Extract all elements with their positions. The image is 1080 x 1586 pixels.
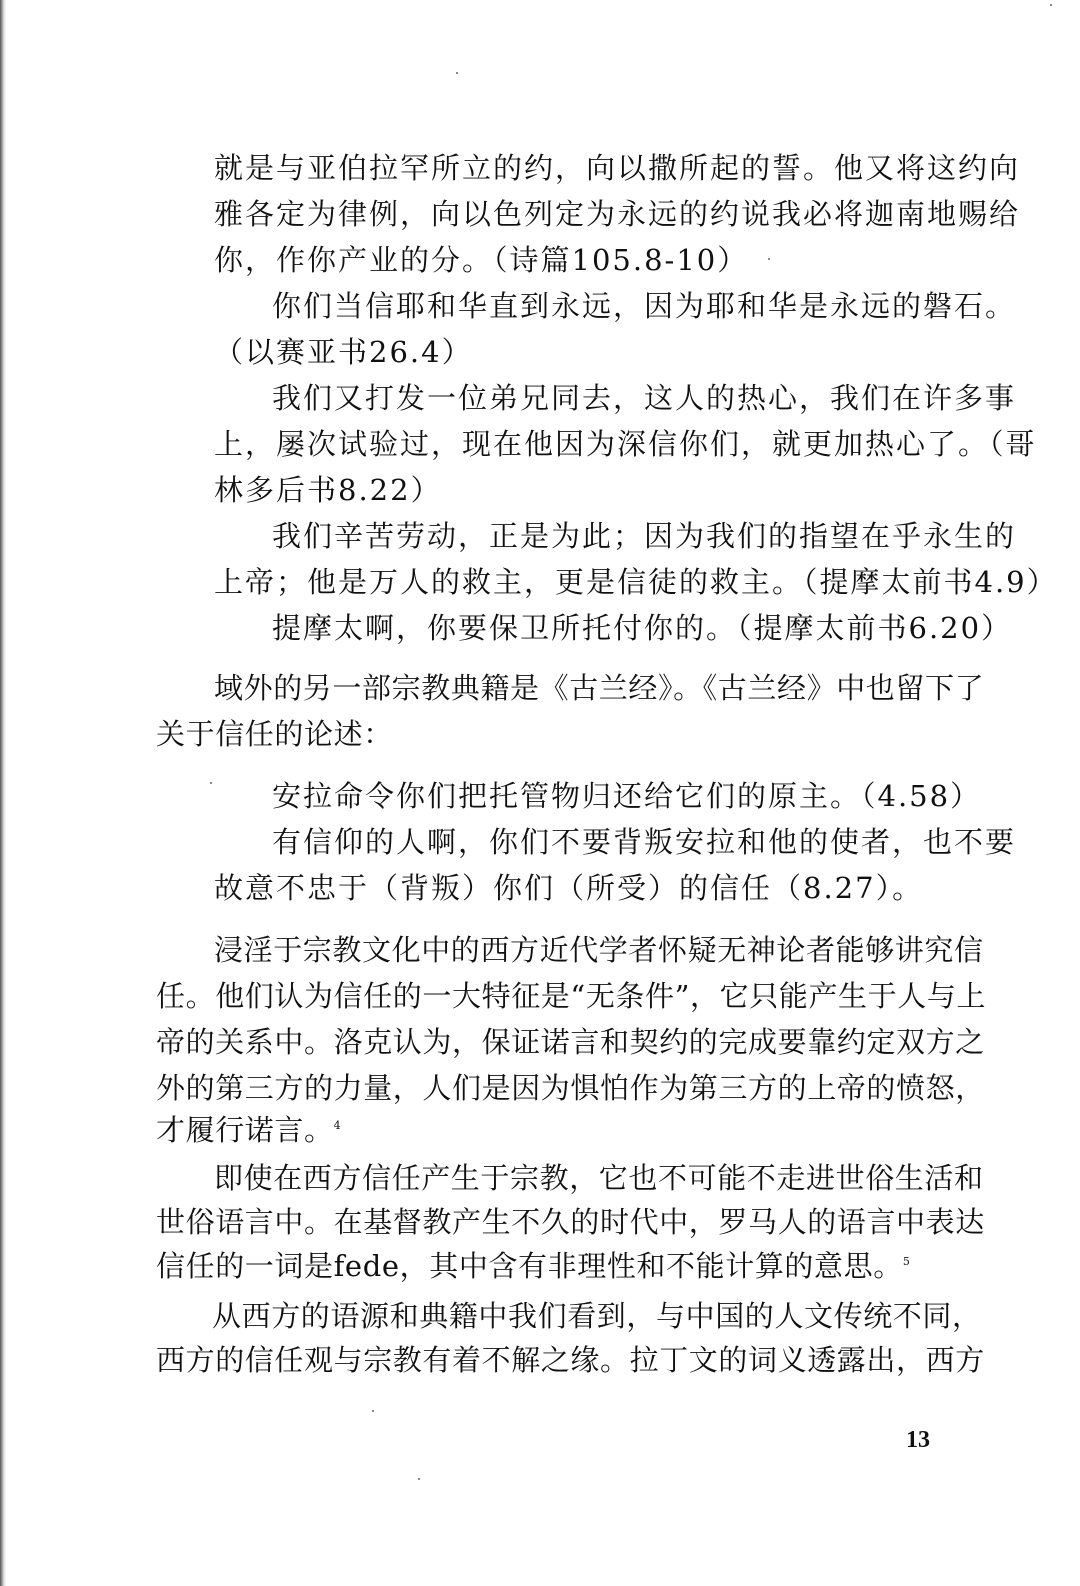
paragraph-line: 即使在西方信任产生于宗教，它也不可能不走进世俗生活和 (214, 1161, 984, 1195)
paragraph-line: 世俗语言中。在基督教产生不久的时代中，罗马人的语言中表达 (156, 1205, 985, 1239)
scan-speck (372, 1410, 374, 1412)
paragraph-line: 从西方的语源和典籍中我们看到，与中国的人文传统不同， (212, 1299, 982, 1333)
quote-line: 林多后书8.22） (214, 473, 442, 507)
paragraph-line-with-footnote (156, 1108, 341, 1152)
quote-line: 我们又打发一位弟兄同去，这人的热心，我们在许多事 (272, 381, 1017, 415)
paragraph-line: 外的第三方的力量，人们是因为惧怕作为第三方的上帝的愤怒， (156, 1071, 985, 1105)
quote-line: 上，屡次试验过，现在他因为深信你们，就更加热心了。（哥 (214, 427, 1037, 461)
quote-line: 有信仰的人啊，你们不要背叛安拉和他的使者，也不要 (272, 825, 1017, 859)
scan-speck (210, 782, 212, 784)
paragraph-line: 域外的另一部宗教典籍是《古兰经》。《古兰经》中也留下了 (214, 671, 985, 705)
quote-line: （以赛亚书26.4） (214, 335, 473, 369)
scan-speck (456, 72, 458, 74)
quote-line: 就是与亚伯拉罕所立的约，向以撒所起的誓。他又将这约向 (214, 151, 1021, 185)
footnote-ref: 5 (902, 1255, 911, 1268)
paragraph-line: 浸淫于宗教文化中的西方近代学者怀疑无神论者能够讲究信 (214, 933, 984, 967)
quote-line: 提摩太啊，你要保卫所托付你的。（提摩太前书6.20） (272, 611, 1013, 645)
quote-line: 我们辛苦劳动，正是为此；因为我们的指望在乎永生的 (272, 519, 1017, 553)
quote-line: 故意不忠于（背叛）你们（所受）的信任（8.27）。 (214, 871, 924, 905)
footnote-ref: 4 (333, 1119, 342, 1132)
quote-line: 上帝；他是万人的救主，更是信徒的救主。（提摩太前书4.9） (214, 565, 1058, 599)
quote-line: 雅各定为律例，向以色列定为永远的约说我必将迦南地赐给 (214, 197, 1021, 231)
scan-speck (768, 258, 770, 260)
paragraph-line: 关于信任的论述： (156, 717, 393, 751)
quote-line: 安拉命令你们把托管物归还给它们的原主。（4.58） (272, 779, 982, 813)
paragraph-line: 西方的信任观与宗教有着不解之缘。拉丁文的词义透露出，西方 (156, 1343, 985, 1377)
quote-line: 你，作你产业的分。（诗篇105.8-10） (214, 243, 749, 277)
page-number: 13 (906, 1427, 930, 1453)
paragraph-line: 任。他们认为信任的一大特征是“无条件”，它只能产生于人与上 (156, 979, 987, 1013)
paragraph-line: 帝的关系中。洛克认为，保证诺言和契约的完成要靠约定双方之 (156, 1025, 985, 1059)
scan-speck (1050, 4, 1052, 6)
paragraph-line-with-footnote (156, 1244, 910, 1288)
paragraph-line-text: 信任的一词是fede，其中含有非理性和不能计算的意思。 (156, 1249, 903, 1283)
scan-speck (418, 1478, 420, 1480)
paragraph-line-text: 才履行诺言。 (156, 1113, 334, 1147)
quote-line: 你们当信耶和华直到永远，因为耶和华是永远的磐石。 (272, 289, 1017, 323)
